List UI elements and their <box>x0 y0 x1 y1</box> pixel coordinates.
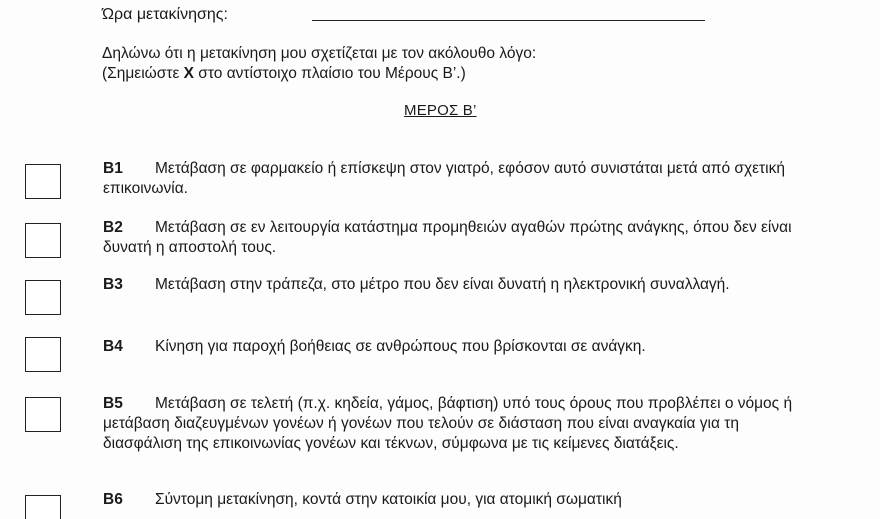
option-description: Σύντομη μετακίνηση, κοντά στην κατοικία μου, για ατομική σωματική <box>155 491 622 508</box>
option-code: B3 <box>103 276 123 293</box>
option-b5-text <box>103 394 803 454</box>
option-code: B6 <box>103 491 123 508</box>
option-code: B1 <box>103 160 123 177</box>
option-b4-text <box>103 337 803 357</box>
option-code: B5 <box>103 395 123 412</box>
option-b2-text <box>103 218 803 258</box>
checkbox-b3[interactable] <box>25 280 61 315</box>
option-b6-text <box>103 490 803 510</box>
time-input-line[interactable] <box>312 20 705 21</box>
time-label: Ώρα μετακίνησης: <box>102 6 228 23</box>
option-description: Κίνηση για παροχή βοήθειας σε ανθρώπους που βρίσκονται σε ανάγκη. <box>155 338 646 355</box>
option-b1-text <box>103 159 803 199</box>
declaration-text <box>102 44 536 84</box>
checkbox-b1[interactable] <box>25 164 61 199</box>
declaration-line-2-pre: (Σημειώστε <box>102 65 184 82</box>
declaration-line-2 <box>102 64 536 84</box>
section-title: ΜΕΡΟΣ Β’ <box>404 102 477 119</box>
option-code: B4 <box>103 338 123 355</box>
option-description: Μετάβαση σε φαρμακείο ή επίσκεψη στον γιατρό, εφόσον αυτό συνιστάται μετά από σχετική επικοινωνία. <box>103 160 785 197</box>
option-description: Μετάβαση σε τελετή (π.χ. κηδεία, γάμος, βάφτιση) υπό τους όρους που προβλέπει ο νόμος ή μετάβαση διαζευγμένων γονέων ή γονέων που τελούν σε διάσταση που είναι αναγκαία για τη διασφάλιση της επικοινωνίας γονέων και τέκνων, σύμφωνα με τις κείμενες διατάξεις. <box>103 395 793 452</box>
declaration-mark: X <box>183 65 194 82</box>
option-description: Μετάβαση στην τράπεζα, στο μέτρο που δεν είναι δυνατή η ηλεκτρονική συναλλαγή. <box>155 276 730 293</box>
declaration-line-1: Δηλώνω ότι η μετακίνηση μου σχετίζεται με τον ακόλουθο λόγο: <box>102 45 537 62</box>
declaration-line-2-post: στο αντίστοιχο πλαίσιο του Μέρους Β’.) <box>194 65 466 82</box>
option-b3-text <box>103 275 803 295</box>
option-description: Μετάβαση σε εν λειτουργία κατάστημα προμηθειών αγαθών πρώτης ανάγκης, όπου δεν είναι δυνατή η αποστολή τους. <box>103 219 792 256</box>
checkbox-b5[interactable] <box>25 397 61 432</box>
option-code: B2 <box>103 219 123 236</box>
checkbox-b4[interactable] <box>25 337 61 372</box>
checkbox-b2[interactable] <box>25 223 61 258</box>
checkbox-b6[interactable] <box>25 495 61 519</box>
